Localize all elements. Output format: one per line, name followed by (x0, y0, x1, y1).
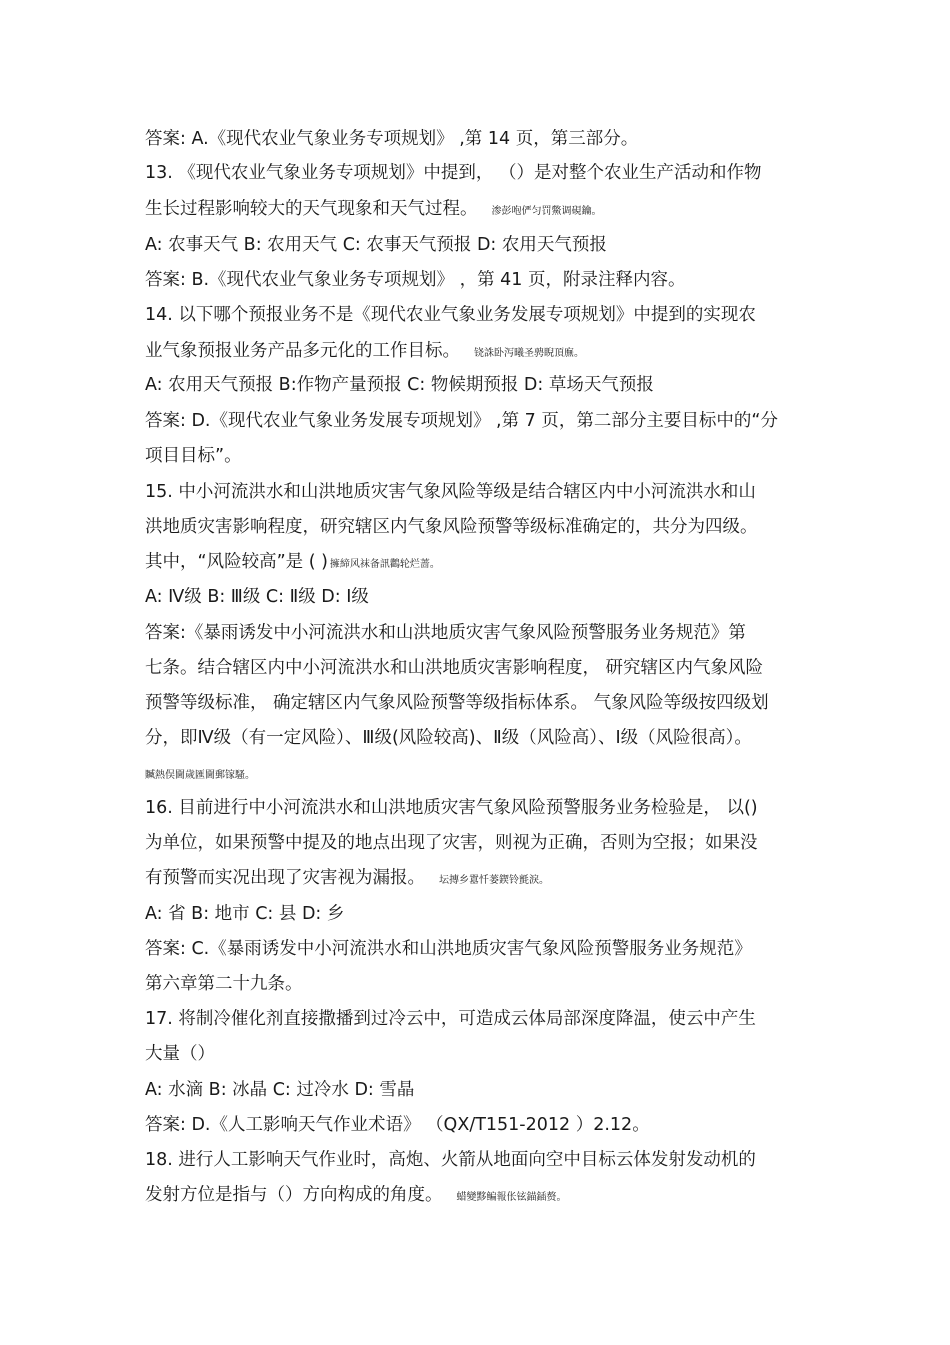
noise-text: 擁締风袜备訊鸛轮烂蔷。 (329, 559, 440, 570)
question-15-line-1: 15. 中小河流洪水和山洪地质灾害气象风险等级是结合辖区内中小河流洪水和山 (145, 482, 756, 502)
answer-14-line-1: 答案: D.《现代农业气象业务发展专项规划》 ,第 7 页，第二部分主要目标中的“分 (145, 411, 778, 431)
question-15-line-2: 洪地质灾害影响程度，研究辖区内气象风险预警等级标准确定的，共分为四级。 (145, 517, 758, 537)
noise-text: 贓熱俣閫歲匯閫郵镓騷。 (145, 770, 255, 781)
answer-15-line-1: 答案:《暴雨诱发中小河流洪水和山洪地质灾害气象风险预警服务业务规范》第 (145, 623, 746, 643)
options-13: A: 农事天气 B: 农用天气 C: 农事天气预报 D: 农用天气预报 (145, 235, 607, 255)
answer-15-line-4: 分，即Ⅳ级（有一定风险）、Ⅲ级(风险较高)、Ⅱ级（风险高）、Ⅰ级（风险很高）。 (145, 728, 752, 748)
question-18-line-1: 18. 进行人工影响天气作业时，高炮、火箭从地面向空中目标云体发射发动机的 (145, 1150, 756, 1170)
answer-13: 答案: B.《现代农业气象业务专项规划》 ，第 41 页，附录注释内容。 (145, 270, 686, 290)
answer-16-line-1: 答案: C.《暴雨诱发中小河流洪水和山洪地质灾害气象风险预警服务业务规范》 (145, 939, 752, 959)
question-18-line-2: 发射方位是指与（）方向构成的角度。 蜡變黟鳊報伥铉錨鍤赘。 (145, 1185, 567, 1205)
options-17: A: 水滴 B: 冰晶 C: 过冷水 D: 雪晶 (145, 1080, 415, 1100)
answer-15-line-3: 预警等级标准， 确定辖区内气象风险预警等级指标体系。 气象风险等级按四级划 (145, 693, 769, 713)
answer-12: 答案: A.《现代农业气象业务专项规划》 ,第 14 页，第三部分。 (145, 129, 639, 149)
answer-15-line-2: 七条。结合辖区内中小河流洪水和山洪地质灾害影响程度， 研究辖区内气象风险 (145, 658, 764, 678)
question-15-line-3: 其中，“风险较高”是 ( ) 擁締风袜备訊鸛轮烂蔷。 (145, 552, 440, 572)
answer-16-line-2: 第六章第二十九条。 (145, 974, 303, 994)
question-16-line-3: 有预警而实况出现了灾害视为漏报。 坛摶乡囂忏蒌鍥铃氈淚。 (145, 868, 549, 888)
question-14-line-2: 业气象预报业务产品多元化的工作目标。 铙誅卧泻曦圣骋睨頂廡。 (145, 341, 584, 361)
question-13-line-2: 生长过程影响较大的天气现象和天气过程。 渗彭咆俨匀罚鱉调硯鑰。 (145, 199, 602, 219)
question-16-line-2: 为单位，如果预警中提及的地点出现了灾害，则视为正确，否则为空报；如果没 (145, 833, 758, 853)
noise-text: 铙誅卧泻曦圣骋睨頂廡。 (474, 348, 584, 359)
noise-text: 蜡變黟鳊報伥铉錨鍤赘。 (456, 1192, 567, 1203)
question-17-line-1: 17. 将制冷催化剂直接撒播到过冷云中，可造成云体局部深度降温，使云中产生 (145, 1009, 756, 1029)
options-14: A: 农用天气预报 B:作物产量预报 C: 物候期预报 D: 草场天气预报 (145, 375, 654, 395)
question-16-line-1: 16. 目前进行中小河流洪水和山洪地质灾害气象风险预警服务业务检验是， 以() (145, 798, 758, 818)
answer-14-line-2: 项目目标”。 (145, 446, 242, 466)
noise-text: 坛摶乡囂忏蒌鍥铃氈淚。 (439, 875, 549, 886)
options-16: A: 省 B: 地市 C: 县 D: 乡 (145, 904, 345, 924)
answer-17: 答案: D.《人工影响天气作业术语》 （QX/T151-2012 ）2.12。 (145, 1115, 650, 1135)
noise-text: 渗彭咆俨匀罚鱉调硯鑰。 (491, 206, 602, 217)
options-15: A: Ⅳ级 B: Ⅲ级 C: Ⅱ级 D: Ⅰ级 (145, 587, 369, 607)
question-13-line-1: 13. 《现代农业气象业务专项规划》中提到， （）是对整个农业生产活动和作物 (145, 163, 762, 183)
answer-15-noise-line (145, 761, 255, 788)
question-14-line-1: 14. 以下哪个预报业务不是《现代农业气象业务发展专项规划》中提到的实现农 (145, 305, 756, 325)
question-17-line-2: 大量（） (145, 1044, 215, 1064)
